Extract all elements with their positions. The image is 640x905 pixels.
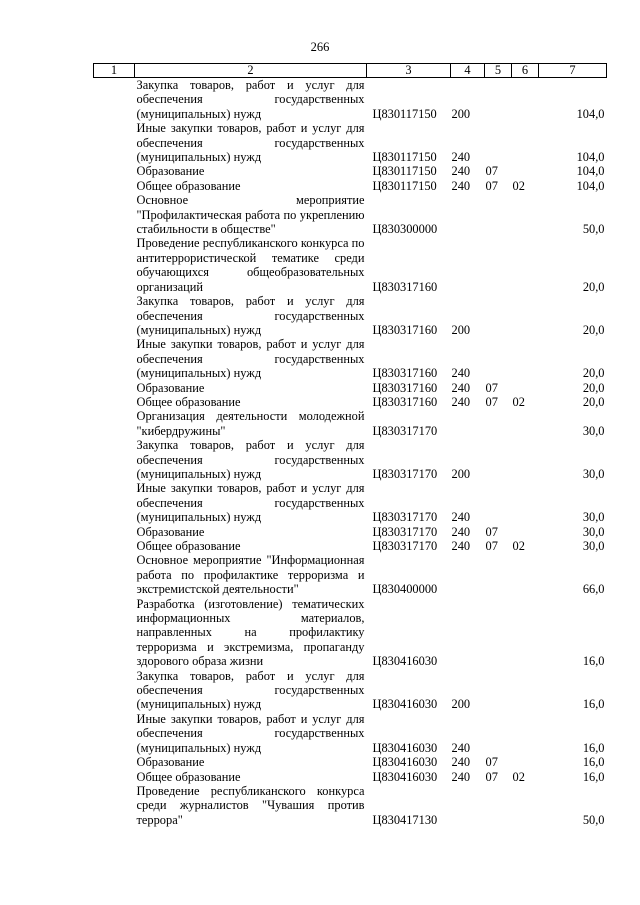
target-article-code: Ц830400000 — [372, 582, 438, 597]
target-article-code: Ц830317160 — [372, 322, 438, 337]
section-code — [485, 121, 512, 164]
table-row — [94, 236, 607, 294]
subsection-code: 02 — [512, 769, 525, 784]
target-article-code: Ц830117150 — [372, 178, 437, 193]
section-code — [485, 337, 512, 380]
section-code — [485, 193, 512, 236]
row-name: Проведение республиканского конкурса среди журналистов "Чувашия против террора" — [136, 783, 365, 827]
section-code — [485, 597, 512, 669]
table-row — [94, 770, 607, 784]
row-name: Закупка товаров, работ и услуг для обеспечения государственных (муниципальных) нужд — [136, 294, 365, 337]
empty-cell — [94, 481, 135, 524]
expense-type-code: 240 — [451, 769, 471, 784]
table-row — [94, 481, 607, 524]
amount: 20,0 — [582, 322, 605, 337]
empty-cell — [94, 784, 135, 827]
expense-type-code: 240 — [451, 178, 471, 193]
table-row — [94, 381, 607, 395]
target-article-code: Ц830317160 — [372, 366, 438, 381]
row-name: Иные закупки товаров, работ и услуг для обеспечения государственных (муниципальных) нужд — [136, 337, 365, 381]
section-code: 07 — [485, 524, 498, 539]
target-article-code: Ц830317160 — [372, 279, 438, 294]
expense-type-code: 240 — [451, 539, 471, 553]
section-code: 07 — [485, 178, 498, 193]
table-row — [94, 597, 607, 669]
section-code — [485, 409, 512, 438]
section-code — [485, 784, 512, 827]
expense-type-code: 240 — [451, 755, 471, 770]
subsection-code — [512, 78, 539, 122]
target-article-code: Ц830416030 — [372, 769, 438, 784]
subsection-code — [512, 669, 539, 712]
target-article-code: Ц830317170 — [372, 524, 438, 539]
table-row — [94, 525, 607, 539]
expense-type-code: 240 — [451, 164, 471, 179]
amount: 50,0 — [582, 222, 605, 237]
expense-type-code — [451, 553, 485, 596]
table-row — [94, 539, 607, 553]
table-row — [94, 294, 607, 337]
row-name: Проведение республиканского конкурса по антитеррористической тематике среди обучающихся общеобразовательных организаций — [136, 236, 365, 294]
target-article-code: Ц830317170 — [372, 466, 438, 481]
subsection-code — [512, 381, 539, 395]
amount: 30,0 — [582, 510, 605, 525]
table-row — [94, 179, 607, 193]
subsection-code — [512, 553, 539, 596]
section-code — [485, 236, 512, 294]
subsection-code — [512, 121, 539, 164]
expense-type-code — [451, 597, 485, 669]
subsection-code — [512, 294, 539, 337]
amount: 16,0 — [582, 769, 605, 784]
subsection-code — [512, 438, 539, 481]
row-name: Общее образование — [136, 769, 241, 784]
empty-cell — [94, 78, 135, 122]
expense-type-code — [451, 236, 485, 294]
table-row — [94, 409, 607, 438]
target-article-code: Ц830417130 — [372, 812, 438, 827]
empty-cell — [94, 669, 135, 712]
subsection-code: 02 — [512, 394, 525, 409]
empty-cell — [94, 294, 135, 337]
row-name: Разработка (изготовление) тематических информационных материалов, направленных на профилактику терроризма и экстремизма, пропаганду здорового образа жизни — [136, 596, 365, 669]
empty-cell — [94, 409, 135, 438]
row-name: Общее образование — [136, 539, 241, 553]
expense-type-code: 240 — [451, 380, 471, 395]
row-name: Закупка товаров, работ и услуг для обеспечения государственных (муниципальных) нужд — [136, 668, 365, 712]
table-row — [94, 121, 607, 164]
row-name: Организация деятельности молодежной "кибердружины" — [136, 409, 365, 438]
empty-cell — [94, 381, 135, 395]
row-name: Общее образование — [136, 178, 241, 193]
row-name: Образование — [136, 755, 205, 770]
section-code — [485, 481, 512, 524]
table-row — [94, 553, 607, 596]
expense-type-code: 240 — [451, 394, 471, 409]
expense-type-code: 200 — [451, 322, 471, 337]
target-article-code: Ц830416030 — [372, 654, 438, 669]
column-header: 2 — [135, 64, 367, 78]
row-name: Закупка товаров, работ и услуг для обеспечения государственных (муниципальных) нужд — [136, 438, 365, 481]
row-name: Закупка товаров, работ и услуг для обеспечения государственных (муниципальных) нужд — [136, 78, 365, 121]
amount: 20,0 — [582, 279, 605, 294]
expense-type-code — [451, 784, 485, 827]
expense-type-code: 240 — [451, 740, 471, 755]
subsection-code — [512, 755, 539, 769]
table-row — [94, 337, 607, 380]
subsection-code: 02 — [512, 178, 525, 193]
subsection-code — [512, 164, 539, 178]
subsection-code — [512, 337, 539, 380]
empty-cell — [94, 539, 135, 553]
amount: 66,0 — [582, 582, 605, 597]
amount: 30,0 — [582, 423, 605, 438]
amount: 104,0 — [576, 178, 605, 193]
section-code: 07 — [485, 539, 498, 553]
amount: 50,0 — [582, 812, 605, 827]
subsection-code — [512, 712, 539, 755]
target-article-code: Ц830317170 — [372, 423, 438, 438]
section-code: 07 — [485, 164, 498, 179]
amount: 30,0 — [582, 539, 605, 553]
empty-cell — [94, 525, 135, 539]
empty-cell — [94, 438, 135, 481]
amount: 16,0 — [582, 654, 605, 669]
empty-cell — [94, 179, 135, 193]
section-code: 07 — [485, 394, 498, 409]
empty-cell — [94, 236, 135, 294]
section-code — [485, 294, 512, 337]
amount: 30,0 — [582, 524, 605, 539]
column-header: 1 — [94, 64, 135, 78]
page-number: 266 — [310, 40, 330, 54]
expense-type-code — [451, 409, 485, 438]
empty-cell — [94, 553, 135, 596]
target-article-code: Ц830317170 — [372, 510, 438, 525]
empty-cell — [94, 193, 135, 236]
subsection-code: 02 — [512, 539, 525, 553]
expense-type-code: 240 — [451, 366, 471, 381]
target-article-code: Ц830317160 — [372, 394, 438, 409]
amount: 16,0 — [582, 740, 605, 755]
target-article-code: Ц830300000 — [372, 222, 438, 237]
expense-type-code: 200 — [451, 697, 471, 712]
row-name: Образование — [136, 524, 205, 539]
table-row — [94, 438, 607, 481]
amount: 104,0 — [576, 164, 605, 179]
row-name: Основное мероприятие "Информационная работа по профилактике терроризма и экстремистской деятельности" — [136, 553, 365, 597]
target-article-code: Ц830416030 — [372, 697, 438, 712]
table-body — [94, 78, 607, 828]
amount: 20,0 — [582, 394, 605, 409]
expense-type-code — [451, 193, 485, 236]
target-article-code: Ц830117150 — [372, 106, 437, 121]
empty-cell — [94, 770, 135, 784]
target-article-code: Ц830317160 — [372, 380, 438, 395]
table-row — [94, 395, 607, 409]
table-row — [94, 784, 607, 827]
table-row — [94, 755, 607, 769]
subsection-code — [512, 193, 539, 236]
section-code: 07 — [485, 769, 498, 784]
expense-type-code: 200 — [451, 466, 471, 481]
amount: 104,0 — [576, 106, 605, 121]
target-article-code: Ц830117150 — [372, 164, 437, 179]
row-name: Иные закупки товаров, работ и услуг для обеспечения государственных (муниципальных) нужд — [136, 121, 365, 165]
section-code — [485, 438, 512, 481]
subsection-code — [512, 481, 539, 524]
table-header-row — [94, 64, 607, 78]
target-article-code: Ц830416030 — [372, 755, 438, 770]
column-header: 5 — [485, 64, 512, 78]
empty-cell — [94, 597, 135, 669]
subsection-code — [512, 525, 539, 539]
empty-cell — [94, 395, 135, 409]
expense-type-code: 240 — [451, 524, 471, 539]
section-code — [485, 78, 512, 122]
amount: 104,0 — [576, 150, 605, 165]
section-code — [485, 669, 512, 712]
subsection-code — [512, 236, 539, 294]
column-header: 6 — [512, 64, 539, 78]
expense-type-code: 240 — [451, 510, 471, 525]
amount: 30,0 — [582, 466, 605, 481]
amount: 16,0 — [582, 697, 605, 712]
amount: 16,0 — [582, 755, 605, 770]
empty-cell — [94, 337, 135, 380]
section-code — [485, 712, 512, 755]
target-article-code: Ц830317170 — [372, 539, 438, 553]
row-name: Иные закупки товаров, работ и услуг для обеспечения государственных (муниципальных) нужд — [136, 481, 365, 525]
empty-cell — [94, 121, 135, 164]
section-code — [485, 553, 512, 596]
table-row — [94, 164, 607, 178]
table-row — [94, 669, 607, 712]
budget-table — [93, 63, 607, 827]
column-header: 3 — [367, 64, 451, 78]
amount: 20,0 — [582, 380, 605, 395]
row-name: Общее образование — [136, 394, 241, 409]
empty-cell — [94, 164, 135, 178]
target-article-code: Ц830117150 — [372, 150, 437, 165]
subsection-code — [512, 409, 539, 438]
section-code: 07 — [485, 755, 498, 770]
table-row — [94, 78, 607, 122]
empty-cell — [94, 755, 135, 769]
target-article-code: Ц830416030 — [372, 740, 438, 755]
row-name: Образование — [136, 380, 205, 395]
expense-type-code: 240 — [451, 150, 471, 165]
row-name: Основное мероприятие "Профилактическая работа по укреплению стабильности в обществе" — [136, 193, 365, 237]
section-code: 07 — [485, 380, 498, 395]
expense-type-code: 200 — [451, 106, 471, 121]
column-header: 4 — [451, 64, 485, 78]
subsection-code — [512, 784, 539, 827]
row-name: Иные закупки товаров, работ и услуг для обеспечения государственных (муниципальных) нужд — [136, 711, 365, 755]
table-row — [94, 712, 607, 755]
table-row — [94, 193, 607, 236]
row-name: Образование — [136, 164, 205, 179]
empty-cell — [94, 712, 135, 755]
column-header: 7 — [539, 64, 607, 78]
subsection-code — [512, 597, 539, 669]
amount: 20,0 — [582, 366, 605, 381]
